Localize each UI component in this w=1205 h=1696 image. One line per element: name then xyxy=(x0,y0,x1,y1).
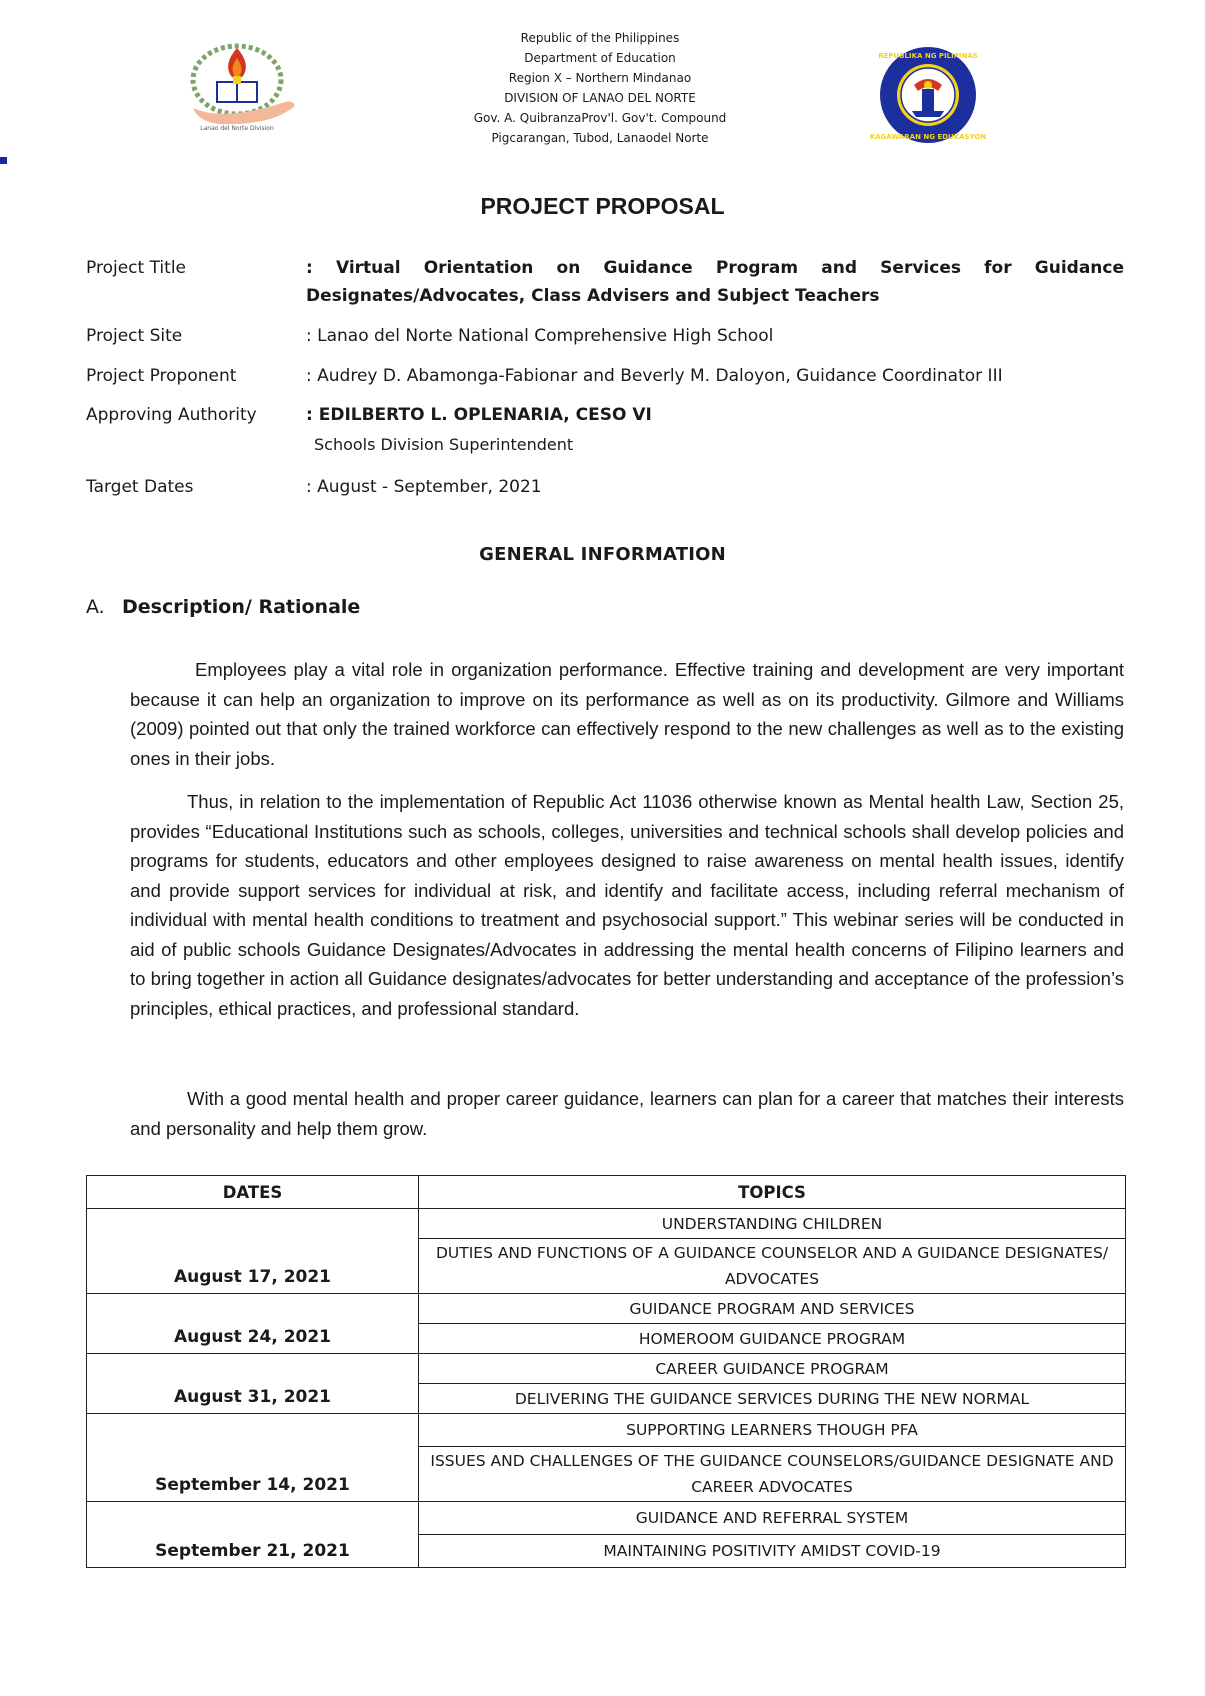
letterhead xyxy=(350,28,850,148)
schedule-table xyxy=(86,1175,1126,1568)
page-edge-marker xyxy=(0,157,7,164)
schedule-date: August 17, 2021 xyxy=(87,1209,419,1294)
schedule-topic: HOMEROOM GUIDANCE PROGRAM xyxy=(419,1324,1126,1354)
section-a-letter: A. xyxy=(86,596,105,618)
target-dates-value: : August - September, 2021 xyxy=(306,477,542,497)
rationale-paragraph-2 xyxy=(130,787,1124,1023)
rationale-paragraph-3 xyxy=(130,1084,1124,1143)
schedule-date: September 21, 2021 xyxy=(87,1502,419,1568)
approving-authority-position: Schools Division Superintendent xyxy=(314,435,574,454)
schedule-topic: MAINTAINING POSITIVITY AMIDST COVID-19 xyxy=(419,1535,1126,1568)
svg-text:REPUBLIKA NG PILIPINAS: REPUBLIKA NG PILIPINAS xyxy=(878,52,978,60)
project-title-row xyxy=(86,254,1124,310)
document-title: PROJECT PROPOSAL xyxy=(480,193,725,219)
table-row xyxy=(87,1414,1126,1447)
target-dates-label: Target Dates xyxy=(86,477,194,497)
schedule-topic: GUIDANCE PROGRAM AND SERVICES xyxy=(419,1294,1126,1324)
letterhead-line: DIVISION OF LANAO DEL NORTE xyxy=(504,91,696,105)
project-title-label: Project Title xyxy=(86,258,186,278)
rationale-paragraph-1-text: Employees play a vital role in organization performance. Effective training and development are very important because it can help an organization to improve on its performance as well as on its productivity. Gilmore and Williams (2009) pointed out that only the trained workforce can effectively respond to the new challenges as well as to the existing ones in their jobs. xyxy=(130,659,1124,769)
schedule-topic: DUTIES AND FUNCTIONS OF A GUIDANCE COUNSELOR AND A GUIDANCE DESIGNATES/ ADVOCATES xyxy=(419,1239,1126,1294)
table-row xyxy=(87,1294,1126,1324)
table-row xyxy=(87,1502,1126,1535)
schedule-date: August 24, 2021 xyxy=(87,1294,419,1354)
section-a-heading xyxy=(86,596,360,618)
schedule-topic: SUPPORTING LEARNERS THOUGH PFA xyxy=(419,1414,1126,1447)
deped-seal xyxy=(869,45,987,145)
rationale-paragraph-3-text: With a good mental health and proper career guidance, learners can plan for a career that matches their interests and personality and help them grow. xyxy=(130,1088,1124,1139)
project-title-value: : Virtual Orientation on Guidance Program and Services for Guidance Designates/Advocates, Class Advisers and Subject Teachers xyxy=(306,258,1124,306)
letterhead-line: Department of Education xyxy=(524,51,676,65)
project-proponent-value: : Audrey D. Abamonga-Fabionar and Beverly M. Daloyon, Guidance Coordinator III xyxy=(306,366,1003,386)
table-row xyxy=(87,1209,1126,1239)
rationale-paragraph-2-text: Thus, in relation to the implementation of Republic Act 11036 otherwise known as Mental health Law, Section 25, provides “Educational Institutions such as schools, colleges, universities and technical schools shall develop policies and programs for students, educators and other employees designed to raise awareness on mental health issues, identify and provide support services for individual at risk, and identify and facilitate access, including referral mechanism of individual with mental health conditions to treatment and psychosocial support.” This webinar series will be conducted in aid of public schools Guidance Designates/Advocates in addressing the mental health concerns of Filipino learners and to bring together in action all Guidance designates/advocates for better understanding and acceptance of the profession’s principles, ethical practices, and professional standard. xyxy=(130,791,1124,1019)
table-row xyxy=(87,1354,1126,1384)
schedule-topic: UNDERSTANDING CHILDREN xyxy=(419,1209,1126,1239)
schedule-topic: CAREER GUIDANCE PROGRAM xyxy=(419,1354,1126,1384)
letterhead-line: Republic of the Philippines xyxy=(520,31,680,45)
approving-authority-label: Approving Authority xyxy=(86,405,257,425)
schedule-date: August 31, 2021 xyxy=(87,1354,419,1414)
general-information-heading: GENERAL INFORMATION xyxy=(479,544,726,565)
svg-text:KAGAWARAN NG EDUKASYON: KAGAWARAN NG EDUKASYON xyxy=(869,133,987,141)
project-site-label: Project Site xyxy=(86,326,183,346)
division-logo-caption: Lanao del Norte Division xyxy=(200,125,274,132)
letterhead-line: Region X – Northern Mindanao xyxy=(508,71,692,85)
schedule-topic: GUIDANCE AND REFERRAL SYSTEM xyxy=(419,1502,1126,1535)
letterhead-line: Pigcarangan, Tubod, Lanaodel Norte xyxy=(491,131,709,145)
rationale-paragraph-1 xyxy=(130,655,1124,773)
section-a-title: Description/ Rationale xyxy=(122,596,361,618)
division-logo xyxy=(175,30,310,135)
approving-authority-row xyxy=(86,401,1124,461)
schedule-topic: DELIVERING THE GUIDANCE SERVICES DURING THE NEW NORMAL xyxy=(419,1384,1126,1414)
table-header-row xyxy=(87,1176,1126,1209)
project-site-value: : Lanao del Norte National Comprehensive High School xyxy=(306,326,774,346)
schedule-topic: ISSUES AND CHALLENGES OF THE GUIDANCE COUNSELORS/GUIDANCE DESIGNATE AND CAREER ADVOCATES xyxy=(419,1447,1126,1502)
schedule-date: September 14, 2021 xyxy=(87,1414,419,1502)
dates-column-header: DATES xyxy=(87,1176,419,1209)
letterhead-line: Gov. A. QuibranzaProv'l. Gov't. Compound xyxy=(473,111,727,125)
project-proponent-label: Project Proponent xyxy=(86,366,237,386)
approving-authority-value: : EDILBERTO L. OPLENARIA, CESO VI xyxy=(306,405,652,425)
topics-column-header: TOPICS xyxy=(419,1176,1126,1209)
